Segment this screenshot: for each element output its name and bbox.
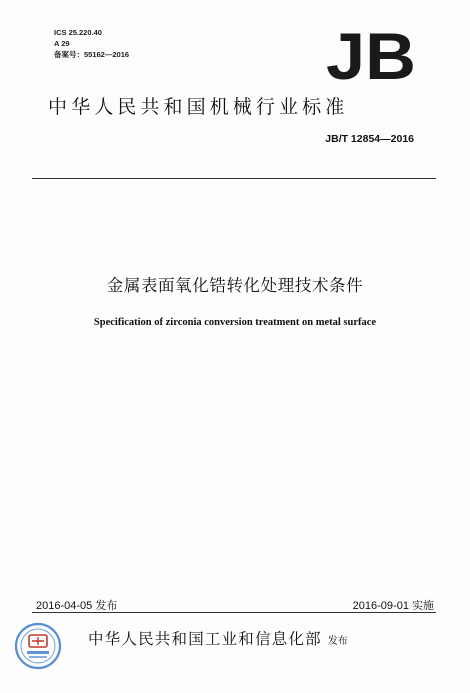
filing-number: 备案号：55162—2016 bbox=[54, 50, 130, 59]
document-title: 金属表面氧化锆转化处理技术条件 bbox=[106, 276, 364, 295]
standard-number: JB/T 12854—2016 bbox=[325, 133, 414, 145]
bottom-divider bbox=[32, 612, 436, 613]
effective-date: 2016-09-01 实施 bbox=[352, 600, 434, 612]
category-code: A 29 bbox=[54, 39, 70, 48]
jb-logo-text: JB bbox=[326, 26, 416, 82]
issuer-name: 中华人民共和国工业和信息化部 bbox=[88, 630, 322, 648]
classification-info bbox=[54, 27, 129, 60]
jb-logo bbox=[326, 26, 418, 82]
issue-date: 2016-04-05 发布 bbox=[36, 600, 118, 612]
ics-code: ICS 25.220.40 bbox=[54, 28, 102, 37]
industry-standard-title: 中华人民共和国机械行业标准 bbox=[48, 96, 349, 118]
publisher-seal-icon bbox=[14, 622, 62, 670]
document-subtitle: Specification of zirconia conversion treatment on metal surface bbox=[93, 317, 377, 328]
top-divider bbox=[32, 178, 436, 179]
issuer-suffix: 发布 bbox=[327, 636, 348, 647]
issuing-authority bbox=[88, 627, 348, 649]
